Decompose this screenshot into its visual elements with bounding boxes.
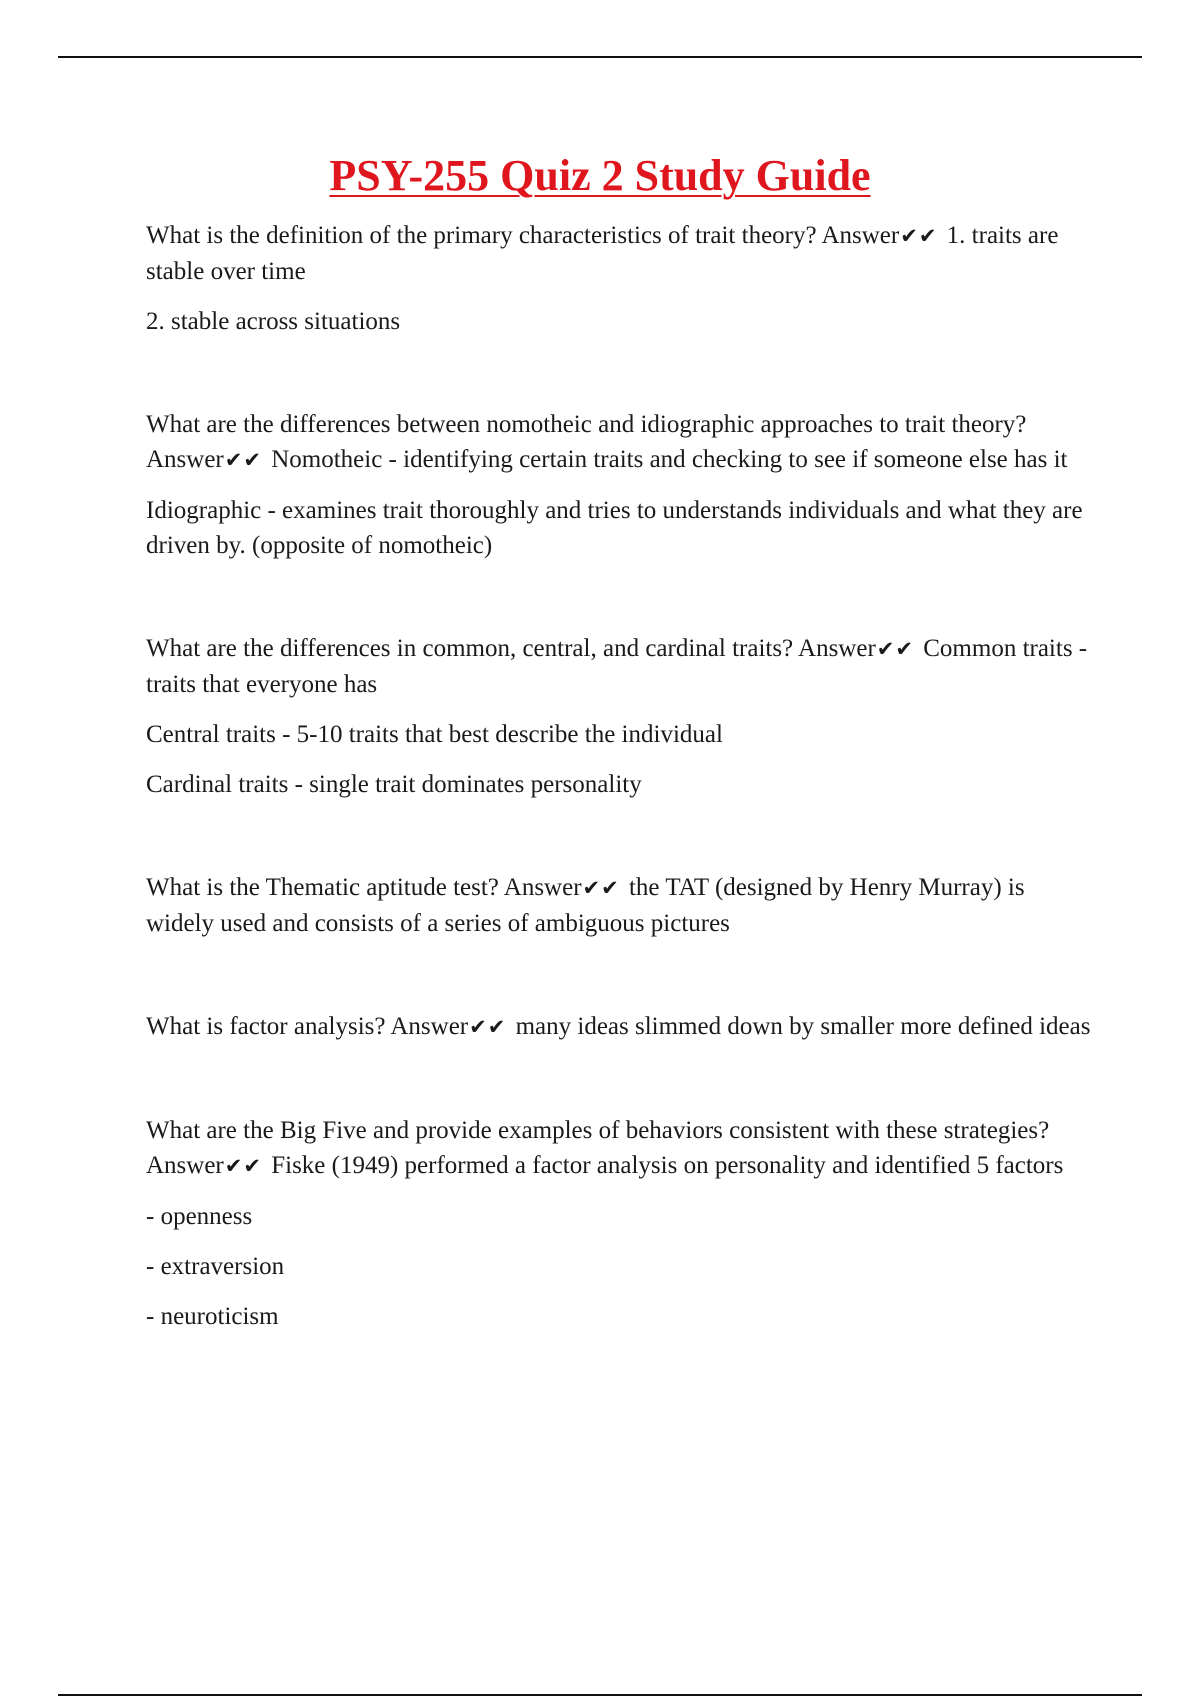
answer-line: Cardinal traits - single trait dominates personality (146, 771, 642, 798)
question-text: What are the differences in common, central, and cardinal traits? Answer (146, 635, 876, 662)
question-paragraph (146, 218, 1096, 289)
qa-item (146, 631, 1096, 802)
check-marks: ✔✔ (876, 637, 914, 661)
qa-item (146, 218, 1096, 339)
document-body (146, 218, 1096, 1402)
answer-text: 1. traits are stable over time (146, 222, 1059, 285)
qa-item (146, 870, 1096, 941)
bottom-divider (58, 1694, 1142, 1696)
check-marks: ✔✔ (582, 876, 620, 900)
answer-line: Central traits - 5-10 traits that best describe the individual (146, 721, 723, 748)
top-divider (58, 56, 1142, 58)
question-text: What is the Thematic aptitude test? Answer (146, 874, 582, 901)
check-marks: ✔✔ (224, 1154, 262, 1178)
answer-text: Common traits - traits that everyone has (146, 635, 1088, 698)
question-paragraph (146, 631, 1096, 702)
answer-text: Nomotheic - identifying certain traits and checking to see if someone else has it (271, 446, 1068, 473)
check-marks: ✔✔ (469, 1015, 507, 1039)
qa-item (146, 1113, 1096, 1334)
question-text: What are the Big Five and provide examples of behaviors consistent with these strategies? Answer (146, 1117, 1050, 1179)
answer-line: - extraversion (146, 1253, 285, 1280)
answer-line: - openness (146, 1203, 253, 1230)
answer-text: many ideas slimmed down by smaller more defined ideas (515, 1013, 1091, 1040)
question-text: What is factor analysis? Answer (146, 1013, 469, 1040)
question-paragraph (146, 1009, 1096, 1045)
answer-line: Idiographic - examines trait thoroughly and tries to understands individuals and what they are driven by. (opposite of nomotheic) (146, 497, 1083, 559)
question-text: What are the differences between nomotheic and idiographic approaches to trait theory? Answer (146, 411, 1027, 473)
qa-item (146, 407, 1096, 563)
question-text: What is the definition of the primary characteristics of trait theory? Answer (146, 222, 900, 249)
check-marks: ✔✔ (224, 448, 262, 472)
page-title: PSY-255 Quiz 2 Study Guide (329, 151, 871, 200)
question-paragraph (146, 870, 1096, 941)
qa-item (146, 1009, 1096, 1045)
answer-line: - neuroticism (146, 1303, 279, 1330)
answer-line: 2. stable across situations (146, 308, 401, 335)
question-paragraph (146, 407, 1096, 478)
question-paragraph (146, 1113, 1096, 1184)
answer-text: the TAT (designed by Henry Murray) is widely used and consists of a series of ambiguous pictures (146, 874, 1025, 937)
check-marks: ✔✔ (900, 224, 938, 248)
answer-text: Fiske (1949) performed a factor analysis on personality and identified 5 factors (271, 1152, 1064, 1179)
